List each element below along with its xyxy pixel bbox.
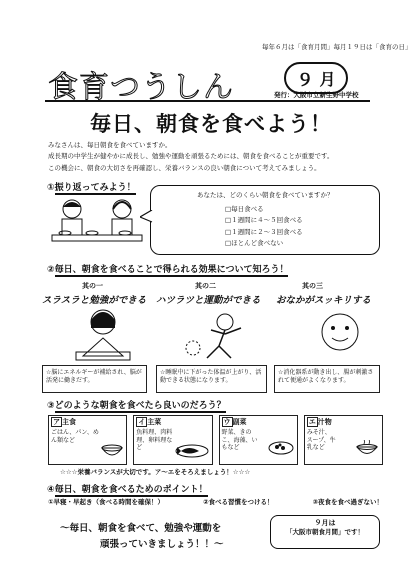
- section4-heading: [47, 482, 208, 495]
- effect1-label: スラスラと勉強ができる: [42, 295, 147, 306]
- soup-bowl-icon: [355, 440, 379, 458]
- effect3-label: おなかがスッキリする: [276, 295, 371, 306]
- section4-num: ④: [47, 485, 55, 495]
- title-text: 食育つうしん: [48, 70, 234, 105]
- kids-eating-illustration: [50, 195, 145, 255]
- closing-line-1: ～毎日、朝食を食べて、勉強や運動を: [60, 523, 222, 534]
- issue-badge: [284, 62, 348, 94]
- group-items: ごはん、パン、めん類など: [51, 429, 99, 444]
- group-name: 汁物: [317, 418, 332, 426]
- survey-bubble: [150, 185, 380, 255]
- intro-line-3: この機会に、朝食の大切さを再確認し、栄養バランスの良い朝食について考えてみましょう。: [48, 163, 321, 172]
- effect3-desc: ☆消化器系が動き出し、腸が刺激されて便通がよくなります。: [274, 365, 380, 393]
- header-rule: [45, 100, 370, 102]
- group-name: 主食: [62, 418, 76, 426]
- bubble-tail: [140, 210, 154, 224]
- top-note: 毎年６月は「食育月間」毎月１９日は「食育の日」: [262, 43, 412, 51]
- effect1-head: 其の一: [82, 282, 103, 290]
- point-item: ②食べる習慣をつける！: [202, 498, 274, 506]
- group-items: 魚料理、肉料理、卵料理など: [136, 429, 173, 452]
- group-letter: ア: [53, 418, 60, 426]
- group-name: 副菜: [232, 418, 247, 426]
- exercising-illustration: [175, 308, 260, 363]
- effect2-head: 其の二: [195, 282, 216, 290]
- food-group-main: [133, 415, 212, 465]
- month-text: 「大阪市朝食月間」です！: [286, 528, 364, 537]
- month-label: ９月は: [314, 519, 336, 527]
- section4-title: 毎日、朝食を食べるためのポイント！: [54, 485, 208, 495]
- survey-option[interactable]: □１週間に２～３回食べる: [225, 227, 303, 236]
- rice-bowl-icon: [101, 442, 123, 460]
- effect1-desc: ☆脳にエネルギーが補給され、脳が活発に働きだす。: [42, 365, 147, 393]
- effect2-label: ハツラツと運動ができる: [156, 295, 261, 306]
- intro-line-1: みなさんは、毎日朝食を食べていますか。: [48, 141, 172, 149]
- survey-option[interactable]: □毎日食べる: [225, 205, 264, 213]
- group-name: 主菜: [147, 418, 162, 426]
- fish-plate-icon: [175, 442, 209, 458]
- point-item: ①早寝・早起き（食べる時間を確保！）: [48, 498, 165, 506]
- balance-note: ☆☆☆栄養バランスが大切です。ア～エをそろえましょう！☆☆☆: [60, 468, 251, 476]
- group-letter: イ: [138, 418, 146, 426]
- section1-num: ①: [47, 183, 55, 193]
- section2-heading: [47, 262, 288, 275]
- food-group-staple: [48, 415, 127, 465]
- point-item: ③夜食を食べ過ぎない！: [312, 498, 383, 506]
- newsletter-title: [48, 62, 248, 105]
- section3-num: ③: [47, 401, 55, 411]
- month-box: [270, 515, 380, 549]
- stomach-illustration: [300, 306, 380, 364]
- headline: 毎日、朝食を食べよう！: [90, 112, 332, 136]
- survey-option[interactable]: □ほとんど食べない: [225, 239, 284, 248]
- food-group-side: [219, 415, 298, 465]
- intro: [48, 140, 378, 174]
- section3-title: どのような朝食を食べたら良いのだろう？: [54, 401, 226, 411]
- points-list: [48, 498, 383, 506]
- section2-num: ②: [47, 265, 55, 275]
- section1-title: 振り返ってみよう！: [54, 183, 136, 193]
- group-letter: ウ: [223, 418, 231, 426]
- salad-bowl-icon: [268, 440, 294, 456]
- survey-option[interactable]: □１週間に４～５回食べる: [225, 216, 303, 225]
- group-items: みそ汁、スープ、牛乳など: [306, 429, 336, 452]
- group-letter: エ: [308, 418, 316, 426]
- survey-question: あなたは、どのくらい朝食を食べていますか？: [197, 191, 334, 199]
- section1-heading: [47, 180, 136, 193]
- effect3-head: 其の三: [302, 282, 323, 290]
- food-group-soup: [304, 415, 383, 465]
- section3-heading: [47, 398, 226, 411]
- issue-number: ９: [296, 70, 314, 91]
- publisher: 発行：大阪市立新生野中学校: [274, 91, 359, 99]
- food-groups: [48, 415, 383, 465]
- group-items: 野菜、きのこ、海藻、いもなど: [221, 429, 258, 452]
- effect2-desc: ☆睡眠中に下がった体温が上がり、活動できる状態になります。: [156, 365, 267, 393]
- studying-student-illustration: [58, 306, 148, 364]
- section2-title: 毎日、朝食を食べることで得られる効果について知ろう！: [54, 265, 289, 275]
- issue-unit: 月: [319, 69, 336, 89]
- intro-line-2: 成長期の中学生が健やかに成長し、勉強や運動を頑張るためには、朝食を食べることが重要です。: [48, 152, 334, 161]
- closing-line-2: 頑張っていきましょう！！～: [100, 539, 224, 550]
